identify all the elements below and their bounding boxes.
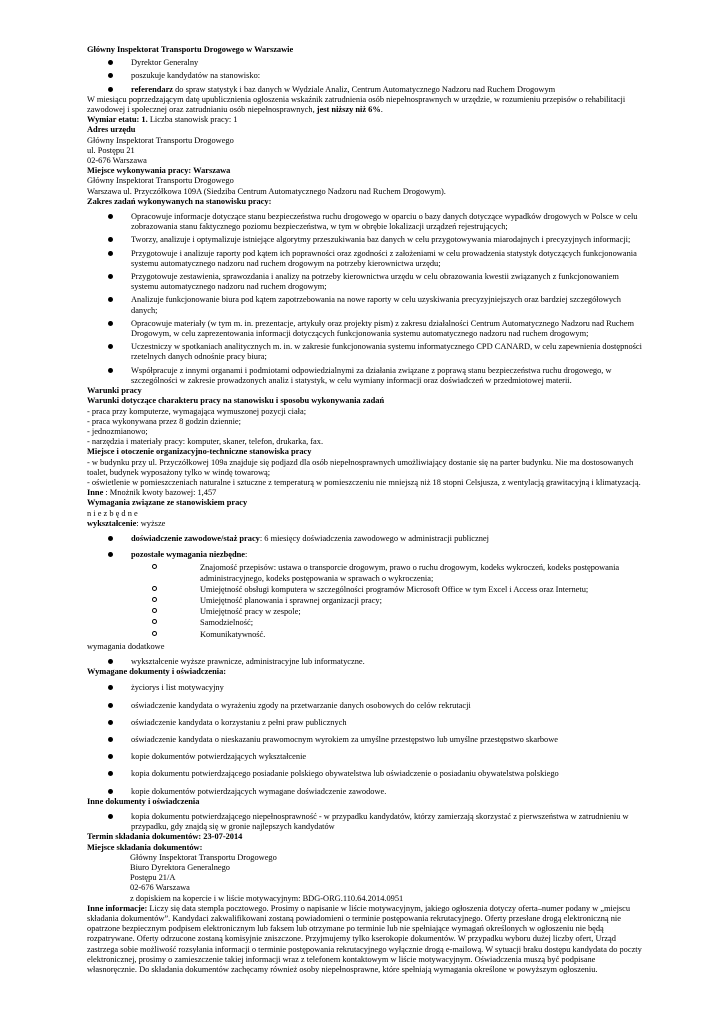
address-line: Główny Inspektorat Transportu Drogowego bbox=[87, 135, 234, 145]
position-item bbox=[87, 58, 647, 68]
education-line bbox=[87, 519, 647, 529]
bullet-icon bbox=[108, 552, 113, 557]
requirement-subitem-text: Umiejętność pracy w zespole; bbox=[200, 607, 301, 617]
deadline-line bbox=[87, 832, 647, 842]
conditions-label: Warunki pracy bbox=[87, 386, 142, 396]
submission-line: z dopiskiem na kopercie i w liście motywacyjnym: BDG-ORG.110.64.2014.0951 bbox=[130, 893, 404, 903]
condition-line: - jednozmianowo; bbox=[87, 426, 148, 436]
address-label: Adres urzędu bbox=[87, 125, 136, 135]
experience-item bbox=[87, 534, 647, 544]
requirements-label: Wymagania związane ze stanowiskiem pracy bbox=[87, 498, 248, 508]
other-document-item bbox=[87, 812, 647, 832]
requirement-subitem bbox=[87, 630, 647, 640]
duties-label: Zakres zadań wykonywanych na stanowisku pracy: bbox=[87, 196, 272, 206]
environment-line: - w budynku przy ul. Przyczółkowej 109a znajduje się podjazd dla osób niepełnosprawnych umożliwiający dostanie się na parter budynku. Nie ma dostosowanych toalet, budynek wyposażony tylko w windę towarową; bbox=[87, 457, 634, 477]
bullet-icon bbox=[108, 60, 113, 65]
education-rest: : wyższe bbox=[136, 518, 166, 528]
circle-bullet-icon bbox=[152, 608, 157, 613]
other-requirements-rest: : bbox=[245, 550, 248, 560]
document-text: oświadczenie kandydata o korzystaniu z pełni praw publicznych bbox=[131, 717, 347, 727]
circle-bullet-icon bbox=[152, 619, 157, 624]
document-item bbox=[87, 787, 647, 797]
requirement-subitem bbox=[87, 596, 647, 606]
bullet-icon bbox=[108, 274, 113, 279]
seeking-item bbox=[87, 71, 647, 81]
duty-item bbox=[87, 272, 647, 292]
job-title-bold: referendarz bbox=[131, 84, 174, 94]
document-text: kopie dokumentów potwierdzających wykształcenie bbox=[131, 752, 307, 762]
duty-item bbox=[87, 366, 647, 386]
additional-requirement-text: wykształcenie wyższe prawnicze, administracyjne lub informatyczne. bbox=[131, 656, 365, 666]
duty-item bbox=[87, 319, 647, 339]
bullet-icon bbox=[108, 368, 113, 373]
address-line: 02-676 Warszawa bbox=[87, 156, 147, 166]
requirement-subitem-text: Znajomość przepisów: ustawa o transporcie drogowym, prawo o ruchu drogowym, kodeks wykroczeń, kodeks postępowania administracyjnego, kodeks postępowania w sprawach o wykroczenia; bbox=[200, 563, 620, 583]
requirement-subitem bbox=[87, 585, 647, 595]
duty-text: Uczestniczy w spotkaniach analitycznych m. in. w zakresie funkcjonowania systemu informatycznego CPD CANARD, w celu zapewnienia dostępności rzetelnych danych odnośnie pracy biura; bbox=[131, 342, 642, 362]
additional-requirements-label: wymagania dodatkowe bbox=[87, 641, 165, 651]
wymiar-rest: Liczba stanowisk pracy: 1 bbox=[147, 115, 238, 125]
experience-rest: : 6 miesięcy doświadczenia zawodowego w administracji publicznej bbox=[259, 533, 489, 543]
experience-label: doświadczenie zawodowe/staż pracy bbox=[131, 533, 260, 543]
document-text: kopia dokumentu potwierdzającego posiadanie polskiego obywatelstwa lub oświadczenie o posiadaniu obywatelstwa polskiego bbox=[131, 769, 559, 779]
employment-note-bold: jest niższy niż 6% bbox=[316, 105, 381, 115]
duty-item bbox=[87, 212, 647, 232]
duty-item bbox=[87, 295, 647, 315]
duty-text: Przygotowuje zestawienia, sprawozdania i analizy na potrzeby kierownictwa urzędu w celu obrazowania kwestii związanych z funkcjonowaniem systemu automatycznego nadzoru nad ruchem drogowym; bbox=[131, 272, 619, 292]
other-document-text: kopia dokumentu potwierdzającego niepełnosprawność - w przypadku kandydatów, którzy zamierzają skorzystać z pierwszeństwa w zatrudnieniu w przypadku, gdy znajdą się w gronie najlepszych kandydatów bbox=[131, 812, 629, 832]
other-documents-label: Inne dokumenty i oświadczenia bbox=[87, 796, 200, 806]
requirement-subitem-text: Umiejętność planowania i sprawnej organizacji pracy; bbox=[200, 595, 382, 605]
document-text: kopie dokumentów potwierdzających wymagane doświadczenie zawodowe. bbox=[131, 786, 387, 796]
duty-text: Analizuje funkcjonowanie biura pod kątem zapotrzebowania na nowe raporty w celu uzyskiwania precyzyjniejszych oraz bardziej szczegółowych danych; bbox=[131, 295, 621, 315]
document-text: życiorys i list motywacyjny bbox=[131, 683, 224, 693]
requirement-subitem bbox=[87, 563, 647, 583]
workplace-label: Miejsce wykonywania pracy: Warszawa bbox=[87, 166, 231, 176]
deadline-label: Termin składania dokumentów: bbox=[87, 832, 202, 842]
duty-text: Współpracuje z innymi organami i podmiotami odpowiedzialnymi za działania związane z poprawą stanu bezpieczeństwa ruchu drogowego, w szczególności w zakresie prowadzonych analiz i statystyk, w celu wymiany informacji oraz doświadczeń w przedmiotowej materii. bbox=[131, 365, 612, 385]
circle-bullet-icon bbox=[152, 597, 157, 602]
condition-line: - narzędzia i materiały pracy: komputer, skaner, telefon, drukarka, fax. bbox=[87, 437, 324, 447]
other-info-label: Inne informacje: bbox=[87, 903, 148, 913]
bullet-icon bbox=[108, 251, 113, 256]
bullet-icon bbox=[108, 771, 113, 776]
bullet-icon bbox=[108, 297, 113, 302]
niezbedne-label: n i e z b ę d n e bbox=[87, 508, 138, 518]
submission-line: Postępu 21/A bbox=[130, 873, 176, 883]
requirement-subitem-text: Komunikatywność. bbox=[200, 629, 266, 639]
duty-item bbox=[87, 235, 647, 245]
bullet-icon bbox=[108, 685, 113, 690]
employment-note bbox=[87, 95, 647, 115]
inne-label: Inne bbox=[87, 488, 104, 498]
document-item bbox=[87, 701, 647, 711]
requirement-subitem-text: Samodzielność; bbox=[200, 618, 254, 628]
environment-label: Miejsce i otoczenie organizacyjno-techniczne stanowiska pracy bbox=[87, 447, 312, 457]
other-info bbox=[87, 904, 647, 975]
submission-label: Miejsce składania dokumentów: bbox=[87, 842, 203, 852]
duty-text: Opracowuje informacje dotyczące stanu bezpieczeństwa ruchu drogowego w oparciu o bazy danych dotyczące wypadków drogowych w Polsce w celu zobrazowania stanu faktycznego poziomu bezpieczeństwa, w tym w obrębie lokalizacji urządzeń rejestrujących; bbox=[131, 212, 638, 232]
bullet-icon bbox=[108, 536, 113, 541]
org-heading: Główny Inspektorat Transportu Drogowego w Warszawie bbox=[87, 45, 294, 54]
requirement-subitem bbox=[87, 618, 647, 628]
document-item bbox=[87, 735, 647, 745]
requirement-subitem-text: Umiejętność obsługi komputera w szczególności programów Microsoft Office w tym Excel i Access oraz Internetu; bbox=[200, 584, 589, 594]
document-text: oświadczenie kandydata o wyrażeniu zgody na przetwarzanie danych osobowych do celów rekrutacji bbox=[131, 700, 471, 710]
deadline-value: 23-07-2014 bbox=[201, 832, 243, 842]
workplace-line: Warszawa ul. Przyczółkowa 109A (Siedziba Centrum Automatycznego Nadzoru nad Ruchem Drogowym). bbox=[87, 186, 446, 196]
job-title-item bbox=[87, 85, 647, 95]
circle-bullet-icon bbox=[152, 631, 157, 636]
documents-label: Wymagane dokumenty i oświadczenia: bbox=[87, 667, 227, 677]
workplace-line: Główny Inspektorat Transportu Drogowego bbox=[87, 176, 234, 186]
bullet-icon bbox=[108, 344, 113, 349]
bullet-icon bbox=[108, 720, 113, 725]
seeking-text: poszukuje kandydatów na stanowisko: bbox=[131, 71, 261, 81]
job-title-rest: do spraw statystyk i baz danych w Wydziale Analiz, Centrum Automatycznego Nadzoru nad Ruchem Drogowym bbox=[173, 84, 556, 94]
wymiar-label: Wymiar etatu: 1. bbox=[87, 115, 148, 125]
bullet-icon bbox=[108, 214, 113, 219]
submission-line: Główny Inspektorat Transportu Drogowego bbox=[130, 852, 277, 862]
other-requirements-label: pozostałe wymagania niezbędne bbox=[131, 550, 245, 560]
duty-item bbox=[87, 249, 647, 269]
document-item bbox=[87, 683, 647, 693]
bullet-icon bbox=[108, 659, 113, 664]
wymiar-line bbox=[87, 115, 647, 125]
additional-requirement-item bbox=[87, 657, 647, 667]
condition-line: - praca przy komputerze, wymagająca wymuszonej pozycji ciała; bbox=[87, 406, 307, 416]
requirement-subitem bbox=[87, 607, 647, 617]
bullet-icon bbox=[108, 737, 113, 742]
duty-text: Tworzy, analizuje i optymalizuje istniejące algorytmy przeszukiwania baz danych w celu przygotowywania miarodajnych i precyzyjnych informacji; bbox=[131, 235, 631, 245]
duty-text: Opracowuje materiały (w tym m. in. prezentacje, artykuły oraz projekty pism) z zakresu działalności Centrum Automatycznego Nadzoru nad Ruchem Drogowym, w celu zaprezentowania informacji dotyczących funkcjonowania systemu automatycznego nadzoru nad ruchem drogowym; bbox=[131, 318, 635, 339]
bullet-icon bbox=[108, 789, 113, 794]
address-line: ul. Postępu 21 bbox=[87, 145, 135, 155]
environment-line: - oświetlenie w pomieszczeniach naturalne i sztuczne z temperaturą w pomieszczeniu nie mniejszą niż 18 stopni Celsjusza, z wentylacją grawitacyjną i klimatyzacją. bbox=[87, 477, 641, 487]
other-info-text: Liczy się data stempla pocztowego. Prosimy o napisanie w liście motywacyjnym, jakiego ogłoszenia dotyczy oferta–numer podany w „miejscu składania dokumentów”. Kandydaci zakwalifikowani zostaną powiadomieni o terminie postępowania rekrutacyjnego. Oferty przesłane drogą elektroniczną nie opatrzone bezpiecznym podpisem elektronicznym lub faksem lub otrzymane po terminie lub nie spełniające wymagań określonych w ogłoszeniu nie będą rozpatrywane. Oferty odrzucone zostaną komisyjnie zniszczone. Przyjmujemy tylko kserokopie dokumentów. W przypadku wyboru dużej liczby ofert, Urząd zastrzega sobie możliwość rozsyłania informacji o terminie postępowania rekrutacyjnego wyłącznie drogą e-mailową. W sytuacji braku dostępu kandydata do poczty elektronicznej, prosimy o zamieszczenie takiej informacji wraz z telefonem kontaktowym w liście motywacyjnym. Oświadczenia muszą być podpisane własnoręcznie. Do składania dokumentów zachęcamy również osoby niepełnosprawne, które spełniają wymagania określone w powyższym ogłoszeniu. bbox=[87, 903, 642, 975]
submission-line: Biuro Dyrektora Generalnego bbox=[130, 863, 230, 873]
duty-text: Przygotowuje i analizuje raporty pod kątem ich poprawności oraz zgodności z założeniami w celu prowadzenia statystyk dotyczących funkcjonowania systemu automatycznego nadzoru nad ruchem drogowym na potrzeby kierownictwa urzędu; bbox=[131, 248, 637, 268]
document-item bbox=[87, 769, 647, 779]
bullet-icon bbox=[108, 754, 113, 759]
education-label: wykształcenie bbox=[87, 518, 137, 528]
bullet-icon bbox=[108, 321, 113, 326]
document-item bbox=[87, 752, 647, 762]
employment-note-text: W miesiącu poprzedzającym datę upublicznienia ogłoszenia wskaźnik zatrudnienia osób niepełnosprawnych w urzędzie, w rozumieniu przepisów o rehabilitacji zawodowej i społecznej oraz zatrudnianiu osób niepełnosprawnych, bbox=[87, 94, 626, 115]
condition-line: - praca wykonywana przez 8 godzin dziennie; bbox=[87, 416, 241, 426]
inne-rest: : Mnożnik kwoty bazowej: 1,457 bbox=[103, 488, 217, 498]
bullet-icon bbox=[108, 703, 113, 708]
bullet-icon bbox=[108, 237, 113, 242]
submission-line: 02-676 Warszawa bbox=[130, 883, 190, 893]
inne-line bbox=[87, 488, 647, 498]
bullet-icon bbox=[108, 73, 113, 78]
employment-note-end: . bbox=[380, 105, 383, 115]
document-item bbox=[87, 718, 647, 728]
bullet-icon bbox=[108, 87, 113, 92]
position-text: Dyrektor Generalny bbox=[131, 58, 199, 68]
other-requirements-item bbox=[87, 550, 647, 560]
bullet-icon bbox=[108, 814, 113, 819]
duty-item bbox=[87, 342, 647, 362]
circle-bullet-icon bbox=[152, 586, 157, 591]
conditions-sublabel: Warunki dotyczące charakteru pracy na stanowisku i sposobu wykonywania zadań bbox=[87, 396, 385, 406]
circle-bullet-icon bbox=[152, 564, 157, 569]
document-text: oświadczenie kandydata o nieskazaniu prawomocnym wyrokiem za umyślne przestępstwo lub umyślne przestępstwo skarbowe bbox=[131, 734, 559, 744]
job-posting-document bbox=[87, 45, 647, 975]
